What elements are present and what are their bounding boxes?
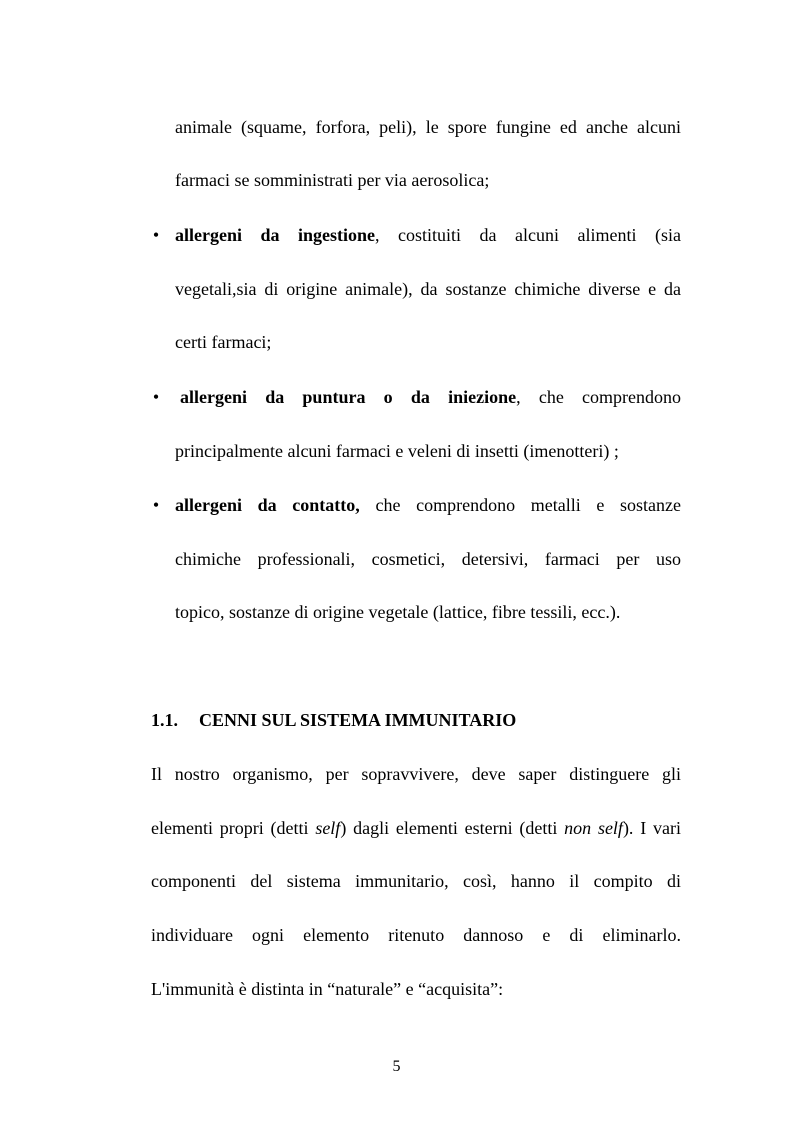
section-title: CENNI SUL SISTEMA IMMUNITARIO xyxy=(199,710,517,730)
list-continuation-line-2: farmaci se somministrati per via aerosolica; xyxy=(175,170,490,190)
paragraph-text: elementi propri (detti xyxy=(151,818,316,838)
list-item-contatto-line-1 xyxy=(175,494,681,516)
term-self: self xyxy=(315,818,341,838)
bullet-icon: • xyxy=(152,495,160,515)
list-item-contatto-line-3: topico, sostanze di origine vegetale (lattice, fibre tessili, ecc.). xyxy=(175,602,621,622)
list-item-text: , costituiti da alcuni alimenti (sia xyxy=(375,225,681,245)
paragraph-line-2 xyxy=(151,817,681,839)
bullet-icon: • xyxy=(152,225,160,245)
term-non-self: non self xyxy=(564,818,623,838)
paragraph-line-3: componenti del sistema immunitario, così, hanno il compito di xyxy=(151,871,681,891)
list-item-text: che comprendono metalli e sostanze xyxy=(359,495,681,515)
list-item-ingestione-line-2: vegetali,sia di origine animale), da sostanze chimiche diverse e da xyxy=(175,279,681,299)
list-item-puntura-line-2: principalmente alcuni farmaci e veleni di insetti (imenotteri) ; xyxy=(175,441,619,461)
bullet-icon: • xyxy=(152,387,160,407)
paragraph-line-4: individuare ogni elemento ritenuto dannoso e di eliminarlo. xyxy=(151,925,681,945)
list-item-term: allergeni da ingestione xyxy=(175,225,376,245)
list-item-ingestione-line-3: certi farmaci; xyxy=(175,332,272,352)
paragraph-line-5: L'immunità è distinta in “naturale” e “acquisita”: xyxy=(151,979,504,999)
list-item-puntura-line-1 xyxy=(180,386,681,408)
list-item-contatto-line-2: chimiche professionali, cosmetici, detersivi, farmaci per uso xyxy=(175,549,681,569)
page-number: 5 xyxy=(392,1058,401,1075)
list-item-term: allergeni da puntura o da iniezione xyxy=(180,387,517,407)
list-continuation-line-1: animale (squame, forfora, peli), le spore fungine ed anche alcuni xyxy=(175,117,681,137)
list-item-text: , che comprendono xyxy=(516,387,681,407)
list-item-ingestione-line-1 xyxy=(175,224,681,246)
list-item-term: allergeni da contatto, xyxy=(175,495,360,515)
section-number: 1.1. xyxy=(151,710,178,730)
paragraph-text: ). I vari xyxy=(622,818,681,838)
paragraph-text: ) dagli elementi esterni (detti xyxy=(340,818,565,838)
paragraph-line-1: Il nostro organismo, per sopravvivere, deve saper distinguere gli xyxy=(151,764,681,784)
